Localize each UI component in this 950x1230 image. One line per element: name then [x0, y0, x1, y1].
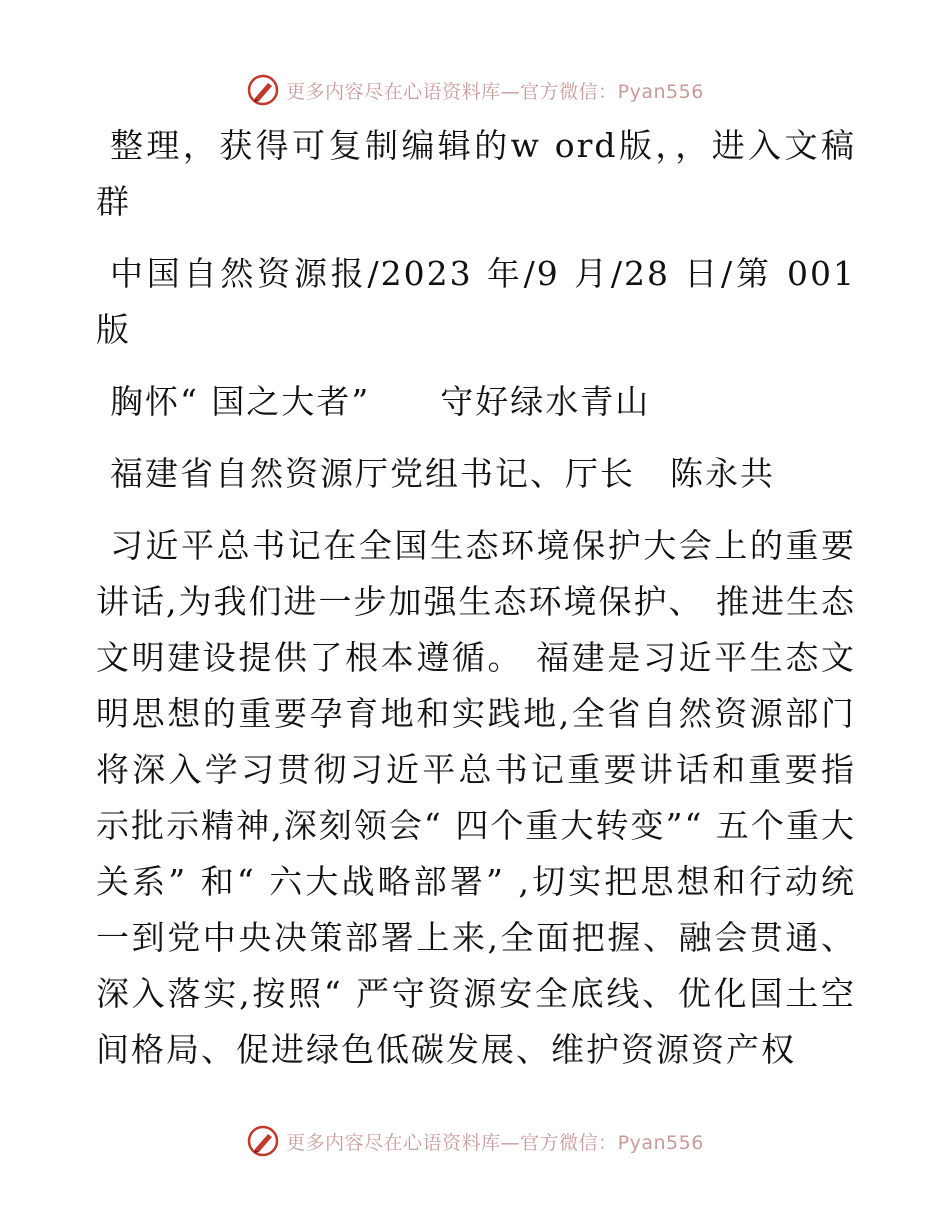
author-line: 福建省自然资源厅党组书记、厅长 陈永共 — [110, 454, 775, 493]
header-watermark — [0, 70, 950, 110]
pen-circle-icon — [246, 1124, 280, 1158]
source-line: 中国自然资源报/2023 年/9 月/28 日/第 001 版 — [96, 254, 856, 349]
article-title: 胸怀“ 国之大者” 守好绿水青山 — [110, 382, 651, 421]
body-paragraph: 习近平总书记在全国生态环境保护大会上的重要讲话,为我们进一步加强生态环境保护、 推进生态文明建设提供了根本遵循。 福建是习近平生态文明思想的重要孕育地和实践地,全省自然资源部门将深入学习贯彻习近平总书记重要讲话和重要指示批示精神,深刻领会“ 四个重大转变”“ 五个重大关系” 和“ 六大战略部署” ,切实把思想和行动统一到党中央决策部署上来,全面把握、融会贯通、深入落实,按照“ 严守资源安全底线、优化国土空间格局、促进绿色低碳发展、维护资源资产权 — [96, 526, 856, 1069]
document-body — [96, 118, 856, 1078]
watermark-text: 更多内容尽在心语资料库—官方微信：Pyan556 — [286, 1131, 704, 1154]
pen-circle-icon — [246, 73, 280, 107]
footer-watermark — [0, 1121, 950, 1161]
intro-line: 整理，获得可复制编辑的w ord版，，进入文稿群 — [96, 126, 856, 221]
watermark-text: 更多内容尽在心语资料库—官方微信：Pyan556 — [286, 80, 704, 103]
